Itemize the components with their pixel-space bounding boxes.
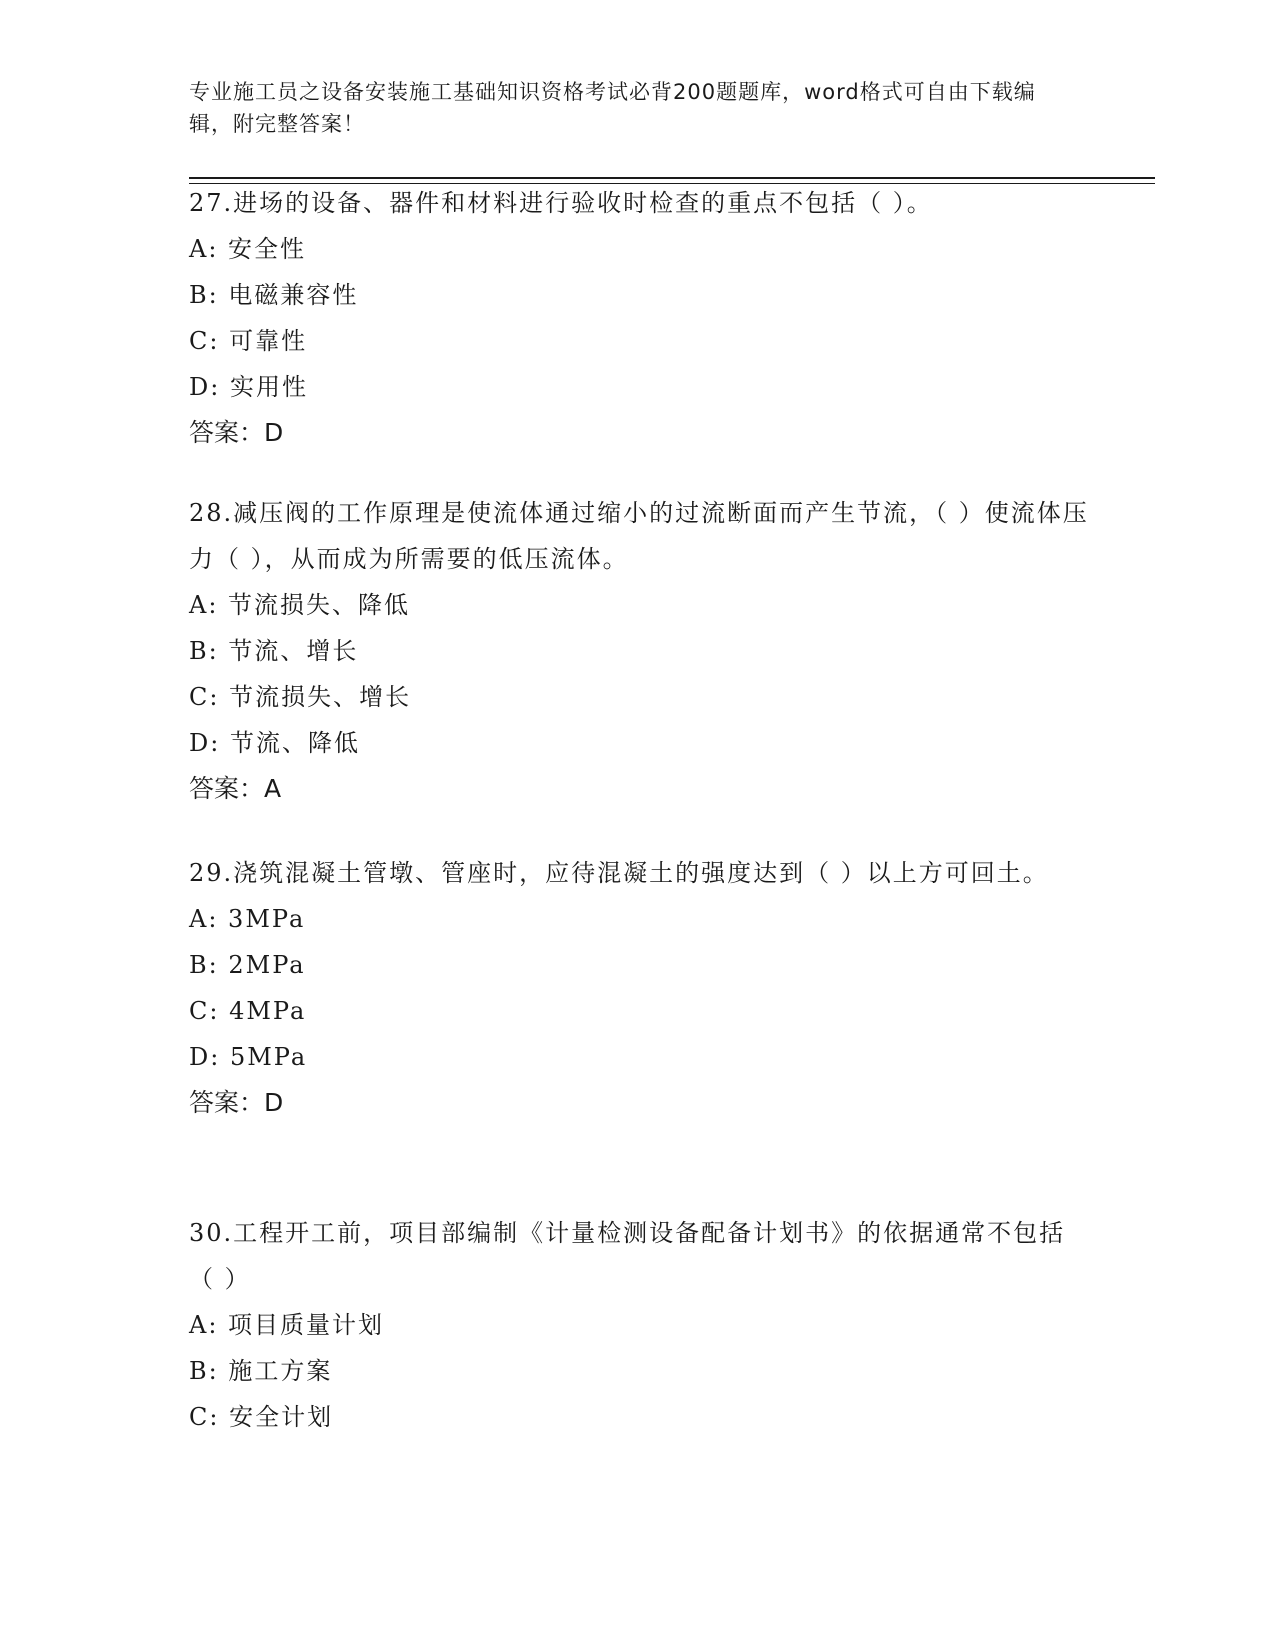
option-a: A: 安全性 [189, 235, 307, 263]
question-stem: 27.进场的设备、器件和材料进行验收时检查的重点不包括（ ）。 [189, 189, 933, 217]
document-header: 专业施工员之设备安装施工基础知识资格考试必背200题题库，word格式可自由下载编辑，附完整答案！ [189, 80, 1036, 136]
option-b: B: 节流、增长 [189, 637, 359, 665]
option-b: B: 2MPa [189, 951, 306, 979]
question-stem: 30.工程开工前，项目部编制《计量检测设备配备计划书》的依据通常不包括（ ） [189, 1219, 1066, 1293]
option-c: C: 可靠性 [189, 327, 308, 355]
answer: 答案：A [189, 774, 282, 803]
question-28 [189, 490, 1089, 812]
question-stem: 28.减压阀的工作原理是使流体通过缩小的过流断面而产生节流，（ ）使流体压力（ ），从而成为所需要的低压流体。 [189, 499, 1089, 573]
option-a: A: 项目质量计划 [189, 1311, 385, 1339]
option-c: C: 节流损失、增长 [189, 683, 412, 711]
question-30 [189, 1210, 1089, 1440]
option-b: B: 施工方案 [189, 1357, 333, 1385]
option-c: C: 4MPa [189, 997, 307, 1025]
option-d: D: 节流、降低 [189, 729, 360, 757]
header-divider-thick [189, 177, 1155, 179]
answer: 答案：D [189, 418, 284, 447]
question-27 [189, 180, 1089, 456]
option-a: A: 3MPa [189, 905, 306, 933]
option-d: D: 实用性 [189, 373, 308, 401]
option-b: B: 电磁兼容性 [189, 281, 359, 309]
option-d: D: 5MPa [189, 1043, 308, 1071]
question-29 [189, 850, 1089, 1126]
option-c: C: 安全计划 [189, 1403, 334, 1431]
answer: 答案：D [189, 1088, 284, 1117]
option-a: A: 节流损失、降低 [189, 591, 411, 619]
question-stem: 29.浇筑混凝土管墩、管座时，应待混凝土的强度达到（ ）以上方可回土。 [189, 859, 1049, 887]
